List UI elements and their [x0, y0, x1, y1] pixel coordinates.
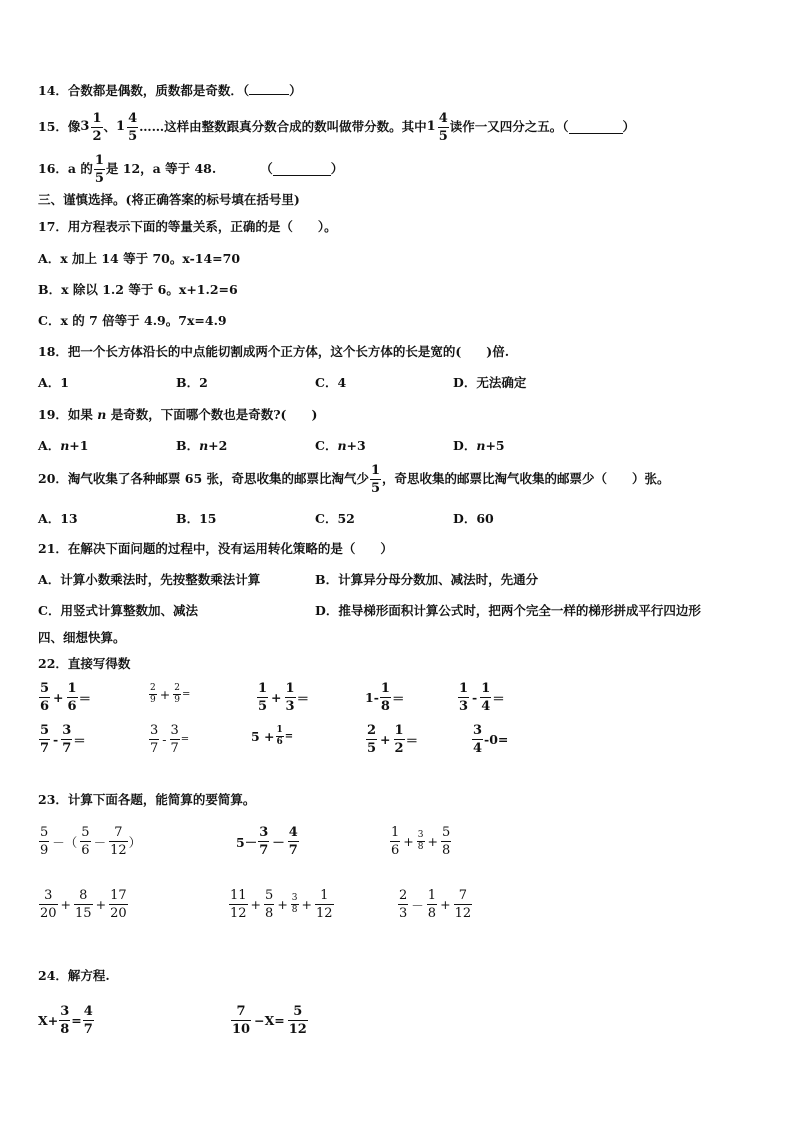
equation: $\frac{7}{10}$ −X= $\frac{5}{12}$	[232, 1004, 307, 1037]
question-18: 18．把一个长方体沿长的中点能切割成两个正方体，这个长方体的长是宽的( )倍.	[38, 344, 510, 359]
option-d[interactable]: D．n+5	[453, 438, 505, 453]
option-d[interactable]: D．60	[453, 511, 494, 526]
option-a[interactable]: A．1	[38, 375, 69, 390]
question-24: 24．解方程.	[38, 968, 110, 983]
option-b[interactable]: B．15	[176, 511, 217, 526]
fraction: $\frac{1}{5}$	[371, 462, 381, 496]
calc-expression: $\frac{3}{20}$ + $\frac{8}{15}$ + $\frac{17}{20}$	[40, 888, 127, 921]
answer-blank[interactable]	[569, 121, 623, 134]
option-b[interactable]: B．计算异分母分数加、减法时，先通分	[315, 572, 539, 587]
question-16: 16． a 的 $\frac{1}{5}$ 是 12，a 等于 48. （ ）	[38, 152, 344, 186]
question-19: 19．如果 n 是奇数，下面哪个数也是奇数?( )	[38, 407, 318, 422]
option-c[interactable]: C．用竖式计算整数加、减法	[38, 603, 198, 618]
mental-calc-item: $\frac{1}{3}$ - $\frac{1}{4}$ ＝	[459, 681, 505, 714]
question-22: 22．直接写得数	[38, 656, 131, 671]
calc-expression: $\frac{1}{6}$ + $\frac{3}{8}$ + $\frac{5}{8}$	[391, 825, 451, 858]
question-14: 14．合数都是偶数，质数都是奇数．（ ）	[38, 83, 302, 98]
mental-calc-item: $\frac{2}{5}$ + $\frac{1}{2}$ ＝	[367, 723, 419, 756]
option-a[interactable]: A．x 加上 14 等于 70。x-14=70	[38, 251, 241, 266]
question-number: 14．	[38, 83, 68, 98]
mental-calc-item: 1- $\frac{1}{8}$ ＝	[365, 681, 405, 714]
mental-calc-item: 5 + $\frac{1}{6}$ =	[251, 725, 294, 747]
fraction: $\frac{1}{5}$	[94, 152, 104, 186]
calc-expression: $\frac{11}{12}$ + $\frac{5}{8}$ + $\frac{3}{8}$ + $\frac{1}{12}$	[230, 888, 333, 921]
mixed-number: 3 $\frac{1}{2}$	[80, 110, 102, 144]
mental-calc-item: $\frac{2}{9}$ + $\frac{2}{9}$ =	[150, 683, 191, 705]
section-heading: 三、谨慎选择。(将正确答案的标号填在括号里)	[38, 192, 300, 207]
calc-expression: $\frac{2}{3}$ － $\frac{1}{8}$ + $\frac{7}{12}$	[399, 888, 472, 921]
question-text: 合数都是偶数，质数都是奇数．（	[67, 83, 250, 98]
mental-calc-item: $\frac{1}{5}$ + $\frac{1}{3}$ ＝	[258, 681, 310, 714]
mixed-number: 1 $\frac{4}{5}$	[426, 110, 448, 144]
answer-blank[interactable]	[273, 163, 331, 176]
option-c[interactable]: C．x 的 7 倍等于 4.9。7x=4.9	[38, 313, 227, 328]
mental-calc-item: $\frac{3}{4}$ -0=	[473, 723, 509, 756]
option-c[interactable]: C．4	[315, 375, 347, 390]
option-d[interactable]: D．推导梯形面积计算公式时，把两个完全一样的梯形拼成平行四边形	[315, 603, 701, 618]
question-20: 20．淘气收集了各种邮票 65 张，奇思收集的邮票比淘气少 $\frac{1}{5}$ ，奇思收集的邮票比淘气收集的邮票少（ ）张。	[38, 462, 670, 496]
option-b[interactable]: B．x 除以 1.2 等于 6。x+1.2=6	[38, 282, 238, 297]
answer-blank[interactable]	[249, 82, 289, 95]
option-a[interactable]: A．计算小数乘法时，先按整数乘法计算	[38, 572, 261, 587]
mental-calc-item: $\frac{5}{7}$ - $\frac{3}{7}$ ＝	[40, 723, 86, 756]
option-a[interactable]: A．13	[38, 511, 78, 526]
option-d[interactable]: D．无法确定	[453, 375, 527, 390]
option-c[interactable]: C．n+3	[315, 438, 366, 453]
section-heading: 四、细想快算。	[38, 630, 126, 645]
calc-expression: $\frac{5}{9}$ －（ $\frac{5}{6}$ － $\frac{7}{12}$ ）	[40, 825, 142, 858]
option-c[interactable]: C．52	[315, 511, 355, 526]
option-b[interactable]: B．n+2	[176, 438, 228, 453]
question-21: 21．在解决下面问题的过程中，没有运用转化策略的是（ ）	[38, 541, 393, 556]
option-a[interactable]: A．n+1	[38, 438, 89, 453]
question-15: 15． 像 3 $\frac{1}{2}$ 、 1 $\frac{4}{5}$ ……这样由整数跟真分数合成的数叫做带分数。其中 1 $\frac{4}{5}$ 读作一又四分之五。（ ）	[38, 110, 636, 144]
option-b[interactable]: B．2	[176, 375, 208, 390]
equation: X+ $\frac{3}{8}$ = $\frac{4}{7}$	[38, 1004, 93, 1037]
question-17: 17．用方程表示下面的等量关系，正确的是（ ）。	[38, 219, 337, 234]
mental-calc-item: $\frac{5}{6}$ + $\frac{1}{6}$ ＝	[40, 681, 92, 714]
calc-expression: 5－ $\frac{3}{7}$ － $\frac{4}{7}$	[236, 825, 298, 858]
mental-calc-item: $\frac{3}{7}$ - $\frac{3}{7}$ =	[150, 723, 190, 756]
mixed-number: 1 $\frac{4}{5}$	[116, 110, 138, 144]
question-23: 23．计算下面各题，能简算的要简算。	[38, 792, 256, 807]
